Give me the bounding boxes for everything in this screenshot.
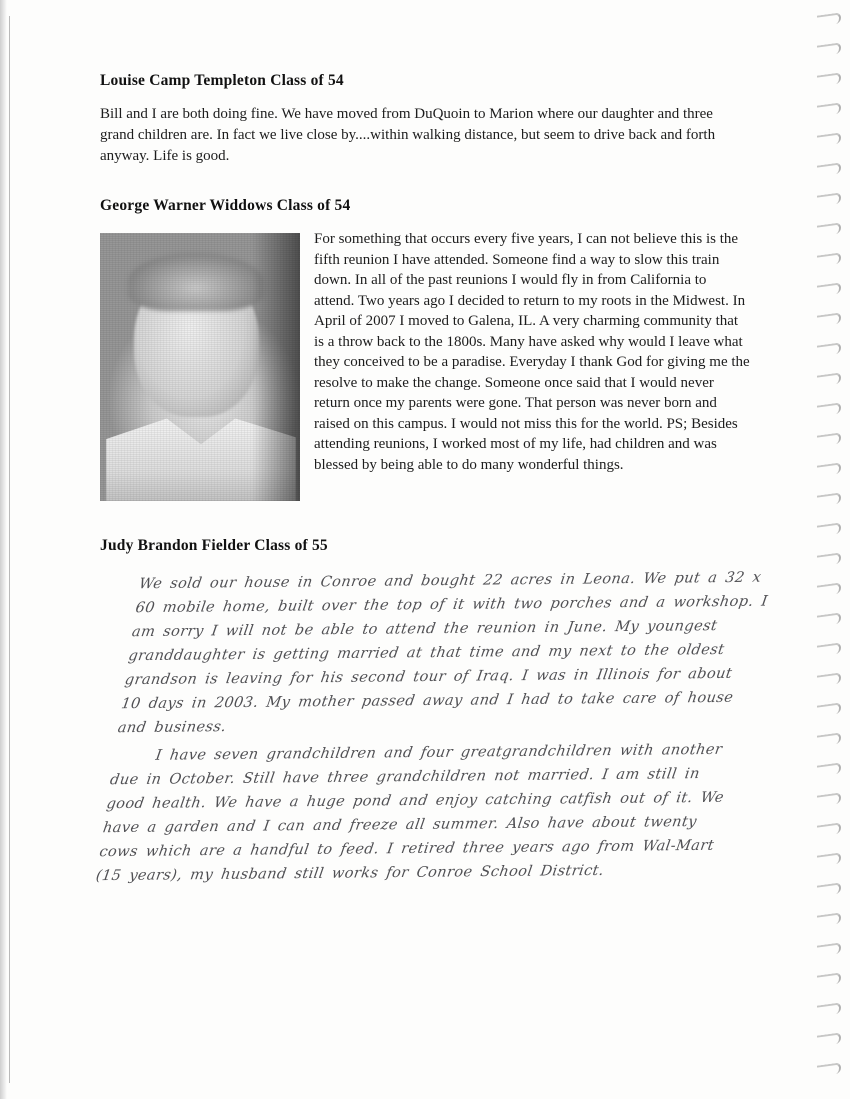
entry-text: For something that occurs every five years, I can not believe this is the fifth reunion I have attended. Someone find a way to slow this train down. In all of the past reunions I would fly in from California to attend. Two years ago I decided to return to my roots in the Midwest. In April of 2007 I moved to Galena, IL. A very charming community that is a throw back to the 1800s. Many have asked why would I leave what they conceived to be a paradise. Everyday I thank God for giving me the resolve to make the change. Someone once said that I would never return once my parents were gone. That person was never born and raised on this campus. I would not miss this for the world. PS; Besides attending reunions, I worked most of my life, had children and was blessed by being able to do many wonderful things. (314, 231, 750, 473)
handwritten-paragraph-1: We sold our house in Conroe and bought 22 acres in Leona. We put a 32 x 60 mobile home, built over the top of it with two porches and a workshop. I am sorry I will not be able to attend the reunion in June. My youngest granddaughter is getting married at that time and my next to the oldest grandson is leaving for his second tour of Iraq. I was in Illinois for about 10 days in 2003. My mother passed away and I had to take care of house and business. (116, 569, 769, 737)
entry-title: George Warner Widdows Class of 54 (100, 197, 351, 214)
entry-george-warner-widdows (100, 197, 750, 507)
entry-louise-camp-templeton (100, 72, 750, 167)
handwritten-letter (76, 566, 774, 889)
portrait-photo (100, 233, 300, 501)
document-body (94, 72, 769, 915)
entry-title: Judy Brandon Fielder Class of 55 (100, 537, 328, 554)
entry-photo-block (100, 229, 750, 507)
scan-left-edge-artifact (0, 0, 7, 1099)
photo-scan-grain (100, 233, 300, 501)
entry-text: Bill and I are both doing fine. We have moved from DuQuoin to Marion where our daughter and three grand children are. In fact we live close by....within walking distance, but seem to drive back and forth anyway. Life is good. (100, 106, 716, 164)
handwritten-paragraph-2: I have seven grandchildren and four greatgrandchildren with another due in October. Still have three grandchildren not married. I am still in good health. We have a huge pond and enjoy catching catfish out of it. We have a garden and I can and freeze all summer. Also have about twenty cows which are a handful to feed. I retired three years ago from Wal-Mart (15 years), my husband still works for Conroe School District. (94, 741, 725, 885)
spiral-binding-artifact (804, 0, 850, 1099)
entry-title: Louise Camp Templeton Class of 54 (100, 72, 344, 89)
scan-left-margin-rule (9, 16, 10, 1083)
entry-judy-brandon-fielder (94, 537, 769, 885)
